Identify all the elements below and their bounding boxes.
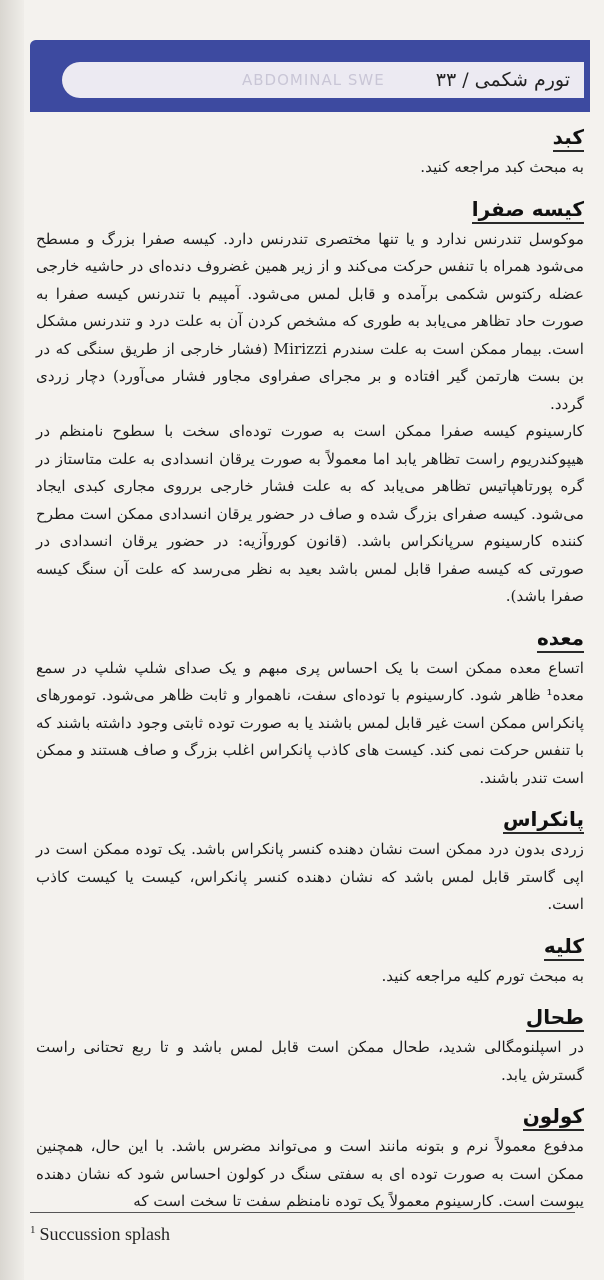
running-header bbox=[62, 62, 584, 98]
section-heading: معده bbox=[537, 625, 584, 653]
section-heading: کبد bbox=[553, 124, 584, 152]
section-heading: پانکراس bbox=[503, 806, 584, 834]
section-paragraph: به مبحث کبد مراجعه کنید. bbox=[420, 158, 584, 176]
section-paragraph: در اسپلنومگالی شدید، طحال ممکن است قابل لمس باشد و تا ربع تحتانی راست گسترش یابد. bbox=[36, 1038, 584, 1084]
header-title: تورم شکمی / ۳۳ bbox=[435, 69, 570, 91]
section-pancreas bbox=[36, 800, 584, 919]
header-background-text: ABDOMINAL SWE bbox=[242, 71, 385, 89]
section-paragraph: مدفوع معمولاً نرم و بتونه مانند است و می‌تواند مضرس باشد. با این حال، همچنین ممکن است به صورت توده ای به سفتی سنگ در کولون احساس شود که نشان دهنده یبوست است. کارسینوم معمولاً یک توده نامنظم سفت تا سخت است که bbox=[36, 1137, 584, 1210]
footnote-text: Succussion splash bbox=[39, 1224, 170, 1244]
section-spleen bbox=[36, 998, 584, 1089]
section-liver bbox=[36, 118, 584, 182]
section-paragraph: اتساع معده ممکن است با یک احساس پری مبهم و یک صدای شلپ شلپ در سمع معده¹ ظاهر شود. کارسینوم با توده‌ای سفت، ناهموار و ثابت ظاهر می‌شود. تومورهای پانکراس ممکن است غیر قابل لمس باشند یا به صورت توده ثابتی وجود داشته باشند که با تنفس حرکت نمی کند. کیست های کاذب پانکراس اغلب بزرگ و صاف هستند و ممکن است تندر باشند. bbox=[36, 658, 584, 787]
section-paragraph: زردی بدون درد ممکن است نشان دهنده کنسر پانکراس باشد. یک توده ممکن است در اپی گاستر قابل لمس باشد که نشان دهنده کنسر پانکراس، کیست یا کیست کاذب است. bbox=[36, 840, 584, 913]
section-paragraph: کارسینوم کیسه صفرا ممکن است به صورت توده‌ای سخت با سطوح نامنظم در هیپوکندریوم راست تظاهر یابد اما معمولاً به صورت یرقان انسدادی به علت متاستاز در گره پورتاهپاتیس تظاهر می‌یابد که به علت فشار خارجی برروی مجاری کبدی ایجاد می‌شود. کیسه صفرای بزرگ شده و صاف در حضور یرقان انسدادی ممکن است مطرح کننده کارسینوم سرپانکراس باشد. (قانون کوروآزیه: در حضور یرقان انسدادی در صورتی که کیسه صفرا قابل لمس باشد بعید به نظر می‌رسد که علت آن سنگ کیسه صفرا باشد). bbox=[36, 422, 584, 605]
section-heading: طحال bbox=[526, 1004, 584, 1032]
section-heading: کلیه bbox=[544, 933, 584, 961]
page-edge bbox=[0, 0, 24, 1280]
section-heading: کولون bbox=[523, 1103, 584, 1131]
footnote bbox=[30, 1224, 570, 1245]
section-heading: کیسه صفرا bbox=[472, 196, 584, 224]
page-body bbox=[36, 118, 584, 1224]
section-stomach bbox=[36, 619, 584, 793]
section-gallbladder bbox=[36, 190, 584, 611]
section-colon bbox=[36, 1097, 584, 1216]
section-paragraph: موکوسل تندرنس ندارد و یا تنها مختصری تندرنس دارد. کیسه صفرا بزرگ و مسطح می‌شود همراه با تنفس حرکت می‌کند و از زیر همین غضروف دنده‌ای در حاشیه خارجی عضله رکتوس شکمی برآمده و قابل لمس می‌شود. آمپیم با تندرنس کیسه صفرا به صورت حاد تظاهر می‌یابد به طوری که مشخص کردن آن به علت درد و تندرنس مشکل است. بیمار ممکن است به علت سندرم Mirizzi (فشار خارجی از طریق سنگی که در بن بست هارتمن گیر افتاده و بر مجرای صفراوی مجاور فشار می‌آورد) دچار زردی گردد. bbox=[36, 229, 584, 413]
section-paragraph: به مبحث تورم کلیه مراجعه کنید. bbox=[381, 966, 584, 985]
footnote-rule bbox=[30, 1212, 575, 1213]
section-kidney bbox=[36, 927, 584, 991]
footnote-marker: 1 bbox=[30, 1224, 36, 1236]
